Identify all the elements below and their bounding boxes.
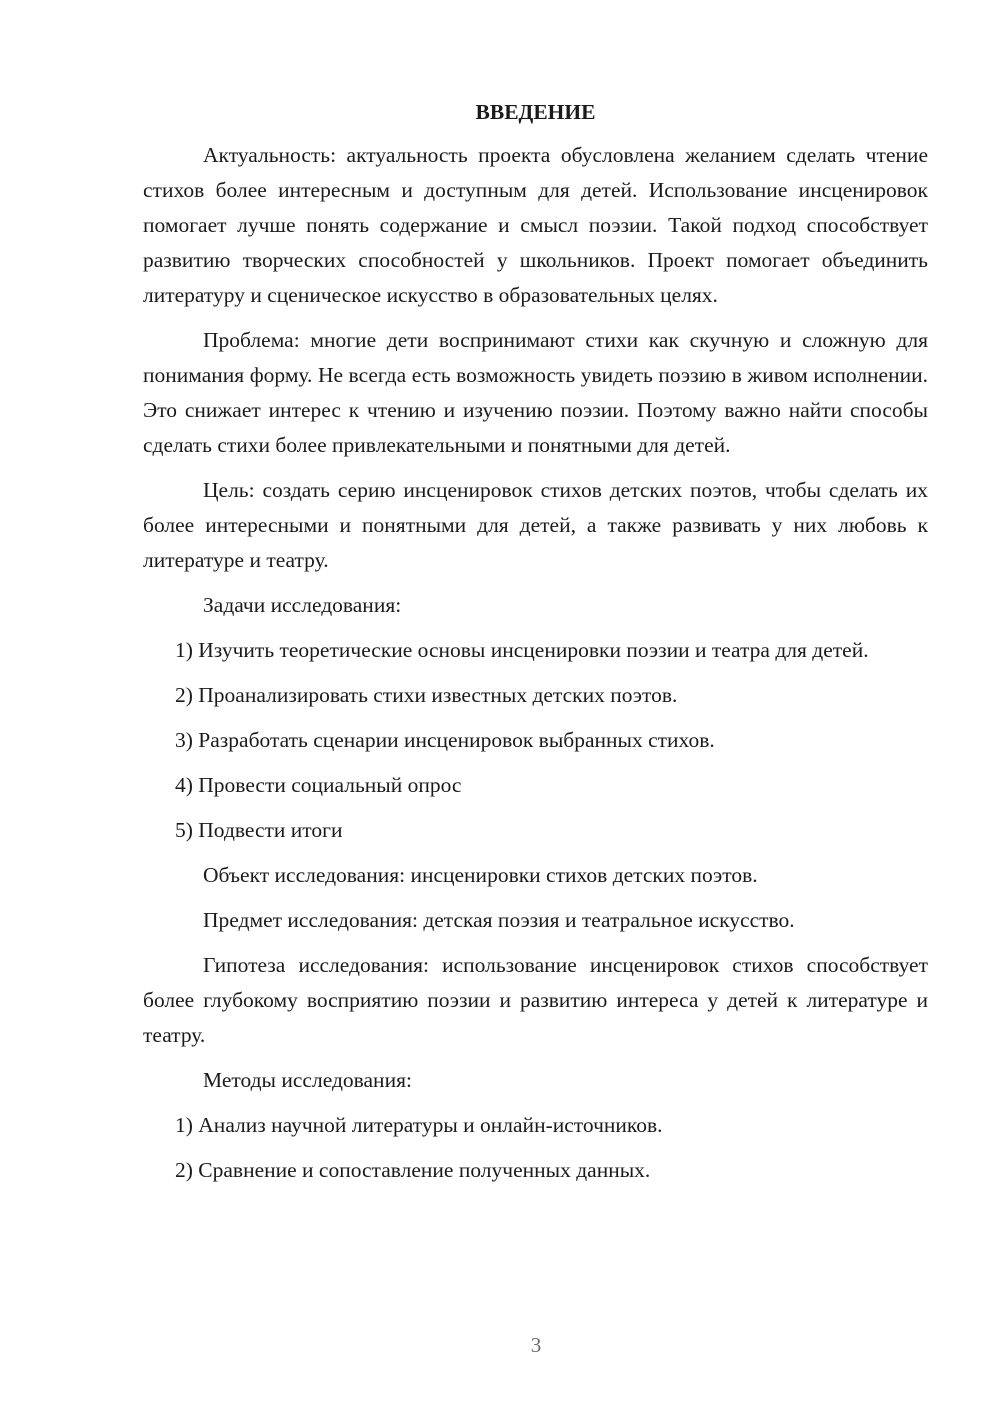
- hypothesis-paragraph: Гипотеза исследования: использование инсценировок стихов способствует более глубокому восприятию поэзии и развитию интереса у детей к литературе и театру.: [143, 953, 928, 1047]
- page-number: 3: [530, 1333, 542, 1357]
- methods-title: Методы исследования:: [203, 1068, 412, 1092]
- subject-paragraph: Предмет исследования: детская поэзия и театральное искусство.: [203, 908, 795, 932]
- problem-paragraph: Проблема: многие дети воспринимают стихи как скучную и сложную для понимания форму. Не всегда есть возможность увидеть поэзию в живом исполнении. Это снижает интерес к чтению и изучению поэзии. Поэтому важно найти способы сделать стихи более привлекательными и понятными для детей.: [143, 328, 928, 457]
- method-item-1: 1) Анализ научной литературы и онлайн-источников.: [175, 1113, 663, 1137]
- object-paragraph: Объект исследования: инсценировки стихов детских поэтов.: [203, 863, 758, 887]
- task-item-3: 3) Разработать сценарии инсценировок выбранных стихов.: [175, 728, 715, 752]
- relevance-paragraph: Актуальность: актуальность проекта обусловлена желанием сделать чтение стихов более интересным и доступным для детей. Использование инсценировок помогает лучше понять содержание и смысл поэзии. Такой подход способствует развитию творческих способностей у школьников. Проект помогает объединить литературу и сценическое искусство в образовательных целях.: [143, 143, 928, 307]
- task-item-1: 1) Изучить теоретические основы инсценировки поэзии и театра для детей.: [175, 638, 869, 662]
- section-heading: ВВЕДЕНИЕ: [475, 100, 596, 124]
- tasks-title: Задачи исследования:: [203, 593, 402, 617]
- task-item-2: 2) Проанализировать стихи известных детских поэтов.: [175, 683, 678, 707]
- task-item-4: 4) Провести социальный опрос: [175, 773, 462, 797]
- method-item-2: 2) Сравнение и сопоставление полученных данных.: [175, 1158, 651, 1182]
- document-page: [143, 96, 928, 1198]
- goal-paragraph: Цель: создать серию инсценировок стихов детских поэтов, чтобы сделать их более интересными и понятными для детей, а также развивать у них любовь к литературе и театру.: [143, 478, 928, 572]
- task-item-5: 5) Подвести итоги: [175, 818, 343, 842]
